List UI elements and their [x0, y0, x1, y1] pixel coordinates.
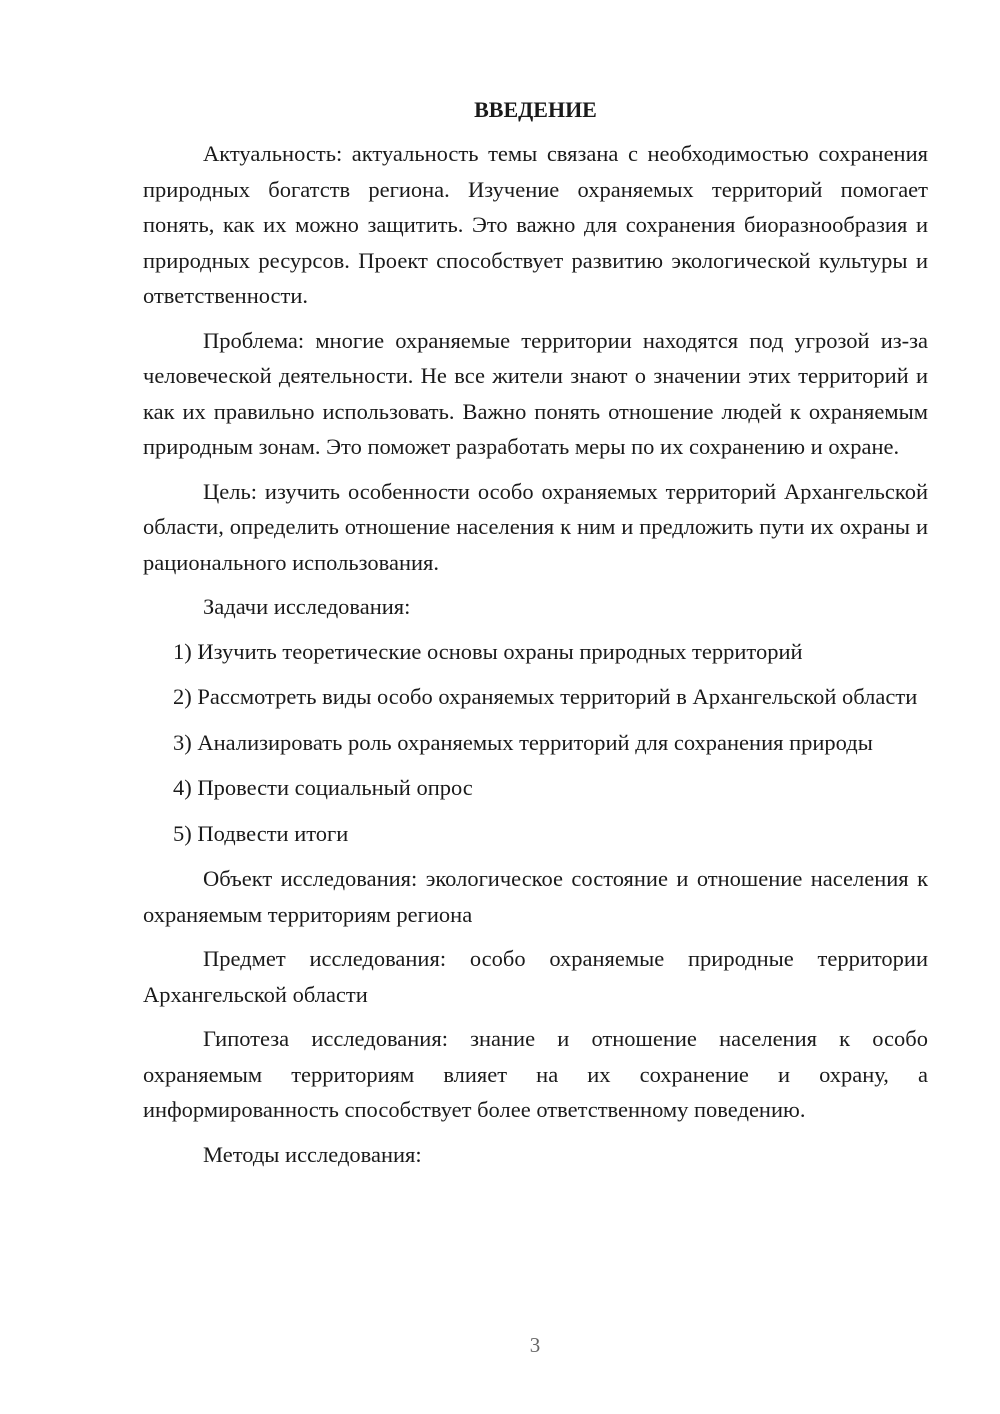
document-page — [143, 95, 928, 1181]
task-item-5: 5) Подвести итоги — [173, 820, 349, 846]
task-item-1: 1) Изучить теоретические основы охраны природных территорий — [173, 638, 803, 664]
task-item-3: 3) Анализировать роль охраняемых территорий для сохранения природы — [173, 729, 873, 755]
tasks-title: Задачи исследования: — [203, 594, 411, 619]
task-item-2: 2) Рассмотреть виды особо охраняемых территорий в Архангельской области — [173, 684, 918, 709]
hypothesis-paragraph: Гипотеза исследования: знание и отношение населения к особо охраняемым территориям влияет на их сохранение и охрану, а информированность способствует более ответственному поведению. — [143, 1026, 928, 1122]
methods-title: Методы исследования: — [203, 1141, 422, 1167]
relevance-paragraph: Актуальность: актуальность темы связана с необходимостью сохранения природных богатств региона. Изучение охраняемых территорий помогает понять, как их можно защитить. Это важно для сохранения биоразнообразия и природных ресурсов. Проект способствует развитию экологической культуры и ответственности. — [143, 141, 928, 308]
problem-paragraph: Проблема: многие охраняемые территории находятся под угрозой из-за человеческой деятельности. Не все жители знают о значении этих территорий и как их правильно использовать. Важно понять отношение людей к охраняемым природным зонам. Это поможет разработать меры по их сохранению и охране. — [143, 327, 928, 459]
subject-paragraph: Предмет исследования: особо охраняемые природные территории Архангельской области — [143, 946, 928, 1007]
object-paragraph: Объект исследования: экологическое состояние и отношение населения к охраняемым территориям региона — [143, 866, 928, 927]
goal-paragraph: Цель: изучить особенности особо охраняемых территорий Архангельской области, определить отношение населения к ним и предложить пути их охраны и рационального использования. — [143, 478, 928, 575]
task-item-4: 4) Провести социальный опрос — [173, 775, 473, 800]
page-number: 3 — [529, 1333, 541, 1357]
section-heading: ВВЕДЕНИЕ — [474, 97, 597, 122]
